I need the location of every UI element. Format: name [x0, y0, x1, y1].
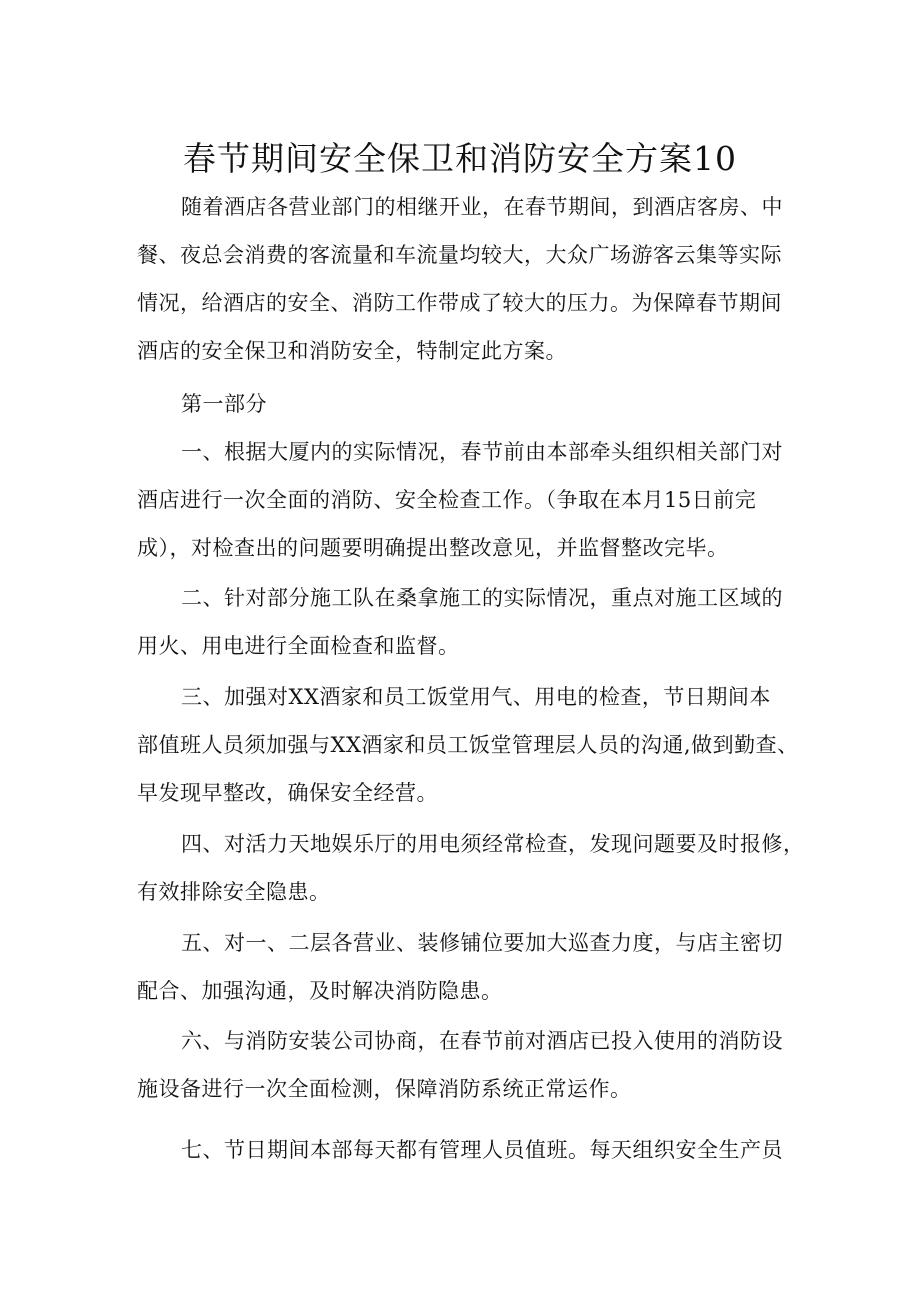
page-title: 春节期间安全保卫和消防安全方案10 — [183, 139, 737, 178]
paragraph-line: 早发现早整改，确保安全经营。 — [137, 781, 438, 805]
paragraph-line: 餐、夜总会消费的客流量和车流量均较大，大众广场游客云集等实际 — [137, 243, 782, 267]
paragraph-line: 酒店进行一次全面的消防、安全检查工作。（争取在本月15日前完 — [137, 488, 757, 512]
paragraph-line: 七、节日期间本部每天都有管理人员值班。每天组织安全生产员 — [181, 1138, 783, 1162]
paragraph-line: 二、针对部分施工队在桑拿施工的实际情况，重点对施工区域的 — [181, 586, 783, 610]
paragraph-line: 六、与消防安装公司协商，在春节前对酒店已投入使用的消防设 — [181, 1029, 783, 1053]
paragraph-line: 成），对检查出的问题要明确提出整改意见，并监督整改完毕。 — [137, 536, 729, 560]
paragraph-line: 酒店的安全保卫和消防安全，特制定此方案。 — [137, 339, 567, 363]
paragraph-line: 情况，给酒店的安全、消防工作带成了较大的压力。为保障春节期间 — [137, 291, 782, 315]
paragraph-line: 四、对活力天地娱乐厅的用电须经常检查，发现问题要及时报修， — [181, 832, 805, 856]
paragraph-line: 有效排除安全隐患。 — [137, 880, 331, 904]
paragraph-line: 三、加强对XX酒家和员工饭堂用气、用电的检查，节日期间本 — [181, 685, 771, 709]
paragraph-line: 五、对一、二层各营业、装修铺位要加大巡查力度，与店主密切 — [181, 931, 783, 955]
paragraph-line: 一、根据大厦内的实际情况，春节前由本部牵头组织相关部门对 — [181, 440, 783, 464]
paragraph-line: 部值班人员须加强与XX酒家和员工饭堂管理层人员的沟通,做到勤查、 — [137, 733, 799, 757]
paragraph-line: 用火、用电进行全面检查和监督。 — [137, 634, 460, 658]
paragraph-line: 随着酒店各营业部门的相继开业，在春节期间，到酒店客房、中 — [181, 195, 783, 219]
paragraph-line: 配合、加强沟通，及时解决消防隐患。 — [137, 979, 503, 1003]
paragraph-line: 施设备进行一次全面检测，保障消防系统正常运作。 — [137, 1077, 632, 1101]
section-heading: 第一部分 — [181, 392, 267, 416]
